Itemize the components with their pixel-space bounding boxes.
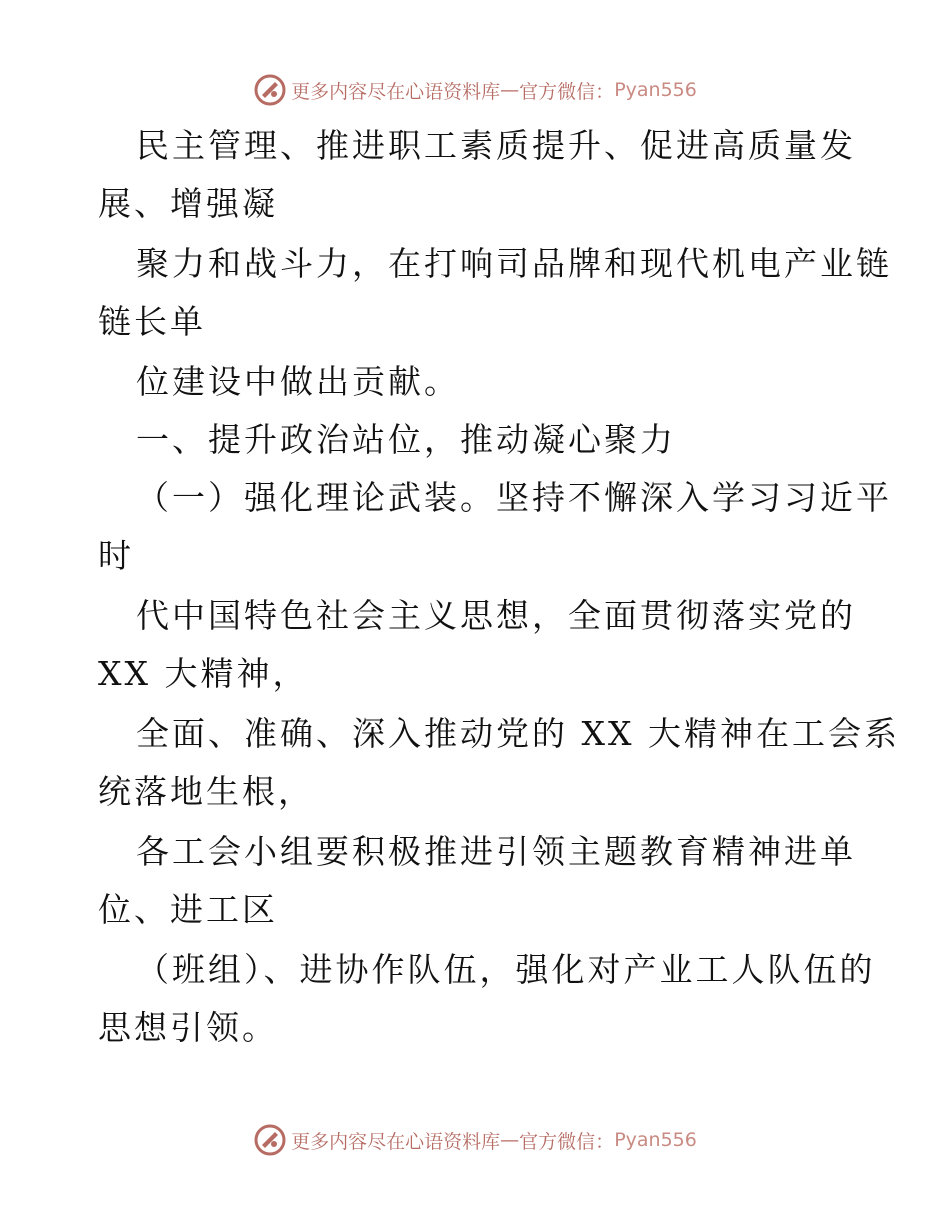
body-line: 思想引领。	[98, 1008, 278, 1047]
banner-wechat-label: 官方微信：	[519, 1130, 615, 1153]
body-line: 时	[98, 536, 134, 575]
body-line: 各工会小组要积极推进引领主题教育精神进单	[136, 832, 856, 871]
banner-wechat-id: Pyan556	[614, 79, 697, 101]
footer-banner	[0, 1120, 950, 1160]
header-banner	[0, 70, 950, 110]
banner-wechat-label: 官方微信：	[519, 80, 615, 103]
body-line: 位建设中做出贡献。	[136, 362, 460, 401]
logo-icon	[253, 73, 287, 107]
body-line: （一）强化理论武装。坚持不懈深入学习习近平	[136, 478, 892, 517]
body-line: 代中国特色社会主义思想，全面贯彻落实党的	[136, 596, 856, 635]
body-line: 展、增强凝	[98, 184, 278, 223]
body-line: 位、进工区	[98, 890, 278, 929]
body-line: 全面、准确、深入推动党的 XX 大精神在工会系	[136, 714, 900, 753]
banner-separator: —	[500, 79, 520, 101]
body-line: 民主管理、推进职工素质提升、促进高质量发	[136, 126, 856, 165]
logo-icon	[253, 1123, 287, 1157]
banner-wechat-id: Pyan556	[614, 1129, 697, 1151]
body-line: 聚力和战斗力，在打响司品牌和现代机电产业链	[136, 244, 892, 283]
body-line: 统落地生根，	[98, 772, 314, 811]
banner-title: 更多内容尽在心语资料库	[291, 80, 501, 103]
section-heading: 一、提升政治站位，推动凝心聚力	[136, 420, 676, 459]
banner-title: 更多内容尽在心语资料库	[291, 1130, 501, 1153]
banner-separator: —	[500, 1129, 520, 1151]
body-line: XX 大精神，	[98, 654, 309, 693]
body-line: （班组）、进协作队伍，强化对产业工人队伍的	[136, 950, 876, 989]
body-line: 链长单	[98, 302, 206, 341]
